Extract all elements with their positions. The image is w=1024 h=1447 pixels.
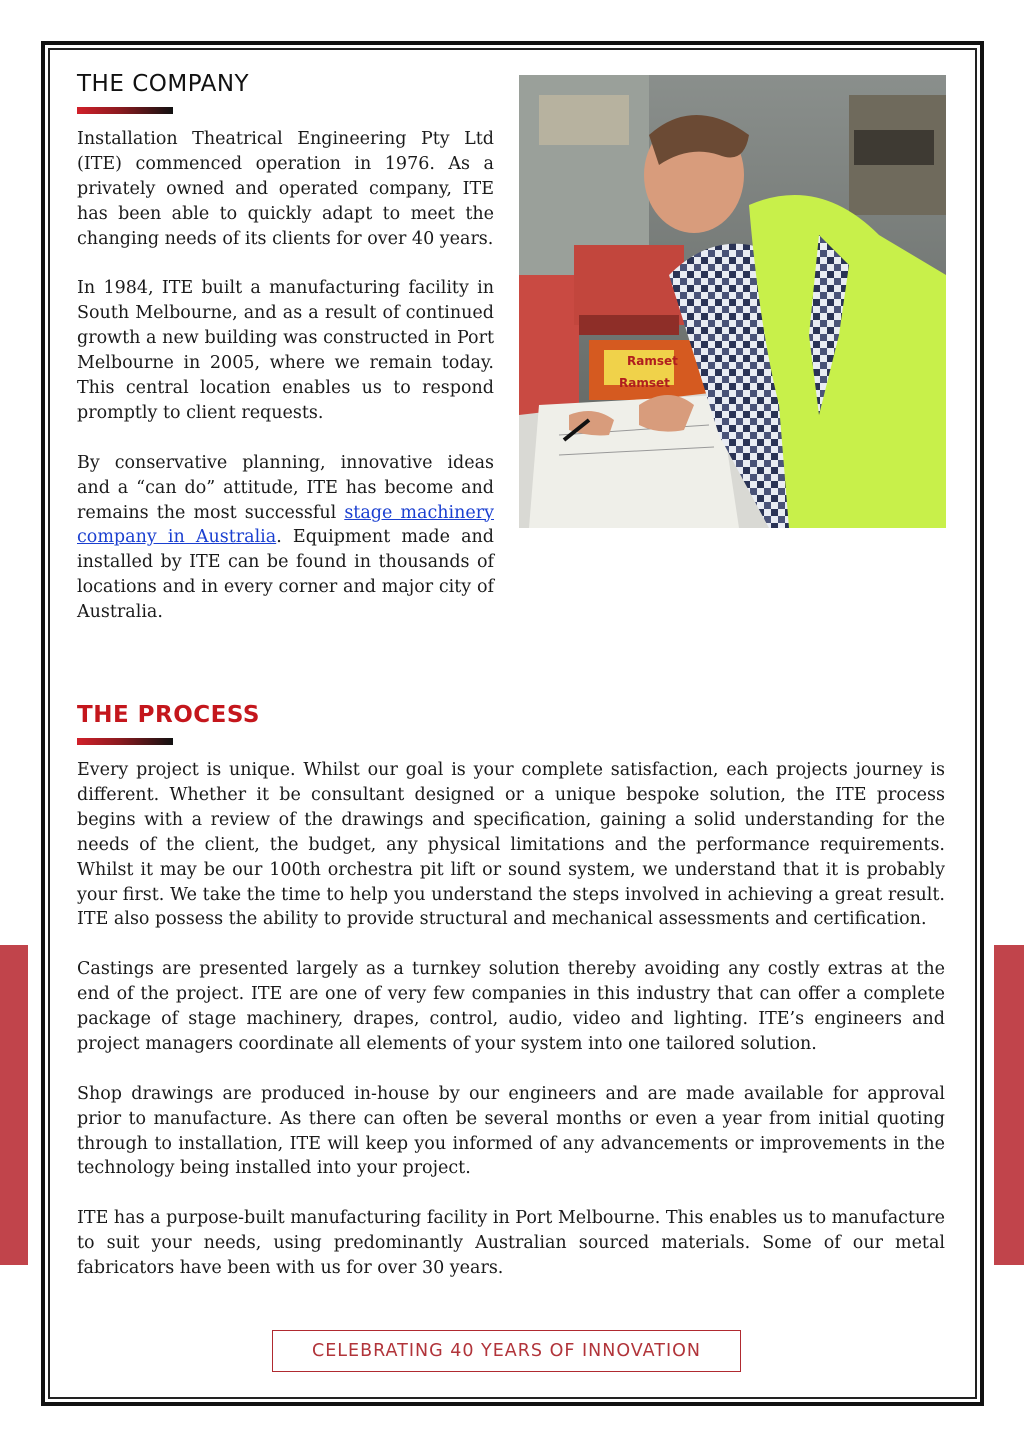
process-paragraph: Shop drawings are produced in-house by our engineers and are made available for approval prior to manufacture. As there can often be several months or even a year from initial quoting through to installation, ITE will keep you informed of any advancements or improvements in the technology being installed into your project.: [77, 1083, 945, 1179]
company-paragraph: By conservative planning, innovative ideas and a “can do” attitude, ITE has become and remains the most successful stage machinery company in Australia. Equipment made and installed by ITE can be found in thousands of locations and in every corner and major city of Australia.: [77, 452, 494, 623]
company-heading: THE COMPANY: [77, 71, 250, 97]
process-paragraph: Every project is unique. Whilst our goal is your complete satisfaction, each projects journey is different. Whether it be consultant designed or a unique bespoke solution, the ITE process begins with a review of the drawings and specification, gaining a solid understanding for the needs of the client, the budget, any physical limitations and the performance requirements. Whilst it may be our 100th orchestra pit lift or sound system, we understand that it is probably your first. We take the time to help you understand the steps involved in achieving a great result. ITE also possess the ability to provide structural and mechanical assessments and certification.: [77, 760, 945, 930]
left-side-accent-bar: [0, 945, 28, 1265]
company-paragraph: In 1984, ITE built a manufacturing facility in South Melbourne, and as a result of continued growth a new building was constructed in Port Melbourne in 2005, where we remain today. This central location enables us to respond promptly to client requests.: [77, 278, 494, 423]
box-label: Ramset: [619, 376, 670, 390]
company-paragraph: Installation Theatrical Engineering Pty Ltd (ITE) commenced operation in 1976. As a privately owned and operated company, ITE has been able to quickly adapt to meet the changing needs of its clients for over 40 years.: [77, 129, 494, 249]
company-heading-underline: [77, 107, 173, 114]
process-heading: THE PROCESS: [77, 702, 260, 728]
celebration-banner: CELEBRATING 40 YEARS OF INNOVATION: [272, 1330, 741, 1372]
process-paragraph: Castings are presented largely as a turnkey solution thereby avoiding any costly extras at the end of the project. ITE are one of very few companies in this industry that can offer a complete package of stage machinery, drapes, control, audio, video and lighting. ITE’s engineers and project managers coordinate all elements of your system into one tailored solution.: [77, 959, 945, 1054]
box-label: Ramset: [627, 354, 678, 368]
process-paragraph: ITE has a purpose-built manufacturing facility in Port Melbourne. This enables us to manufacture to suit your needs, using predominantly Australian sourced materials. Some of our metal fabricators have been with us for over 30 years.: [77, 1208, 945, 1279]
process-heading-underline: [77, 738, 173, 745]
engineer-photo: [519, 75, 946, 528]
company-text: [77, 127, 494, 625]
process-text: [77, 758, 945, 1281]
stage-machinery-link[interactable]: stage machinery company in Australia: [77, 502, 494, 548]
right-side-accent-bar: [994, 945, 1024, 1265]
